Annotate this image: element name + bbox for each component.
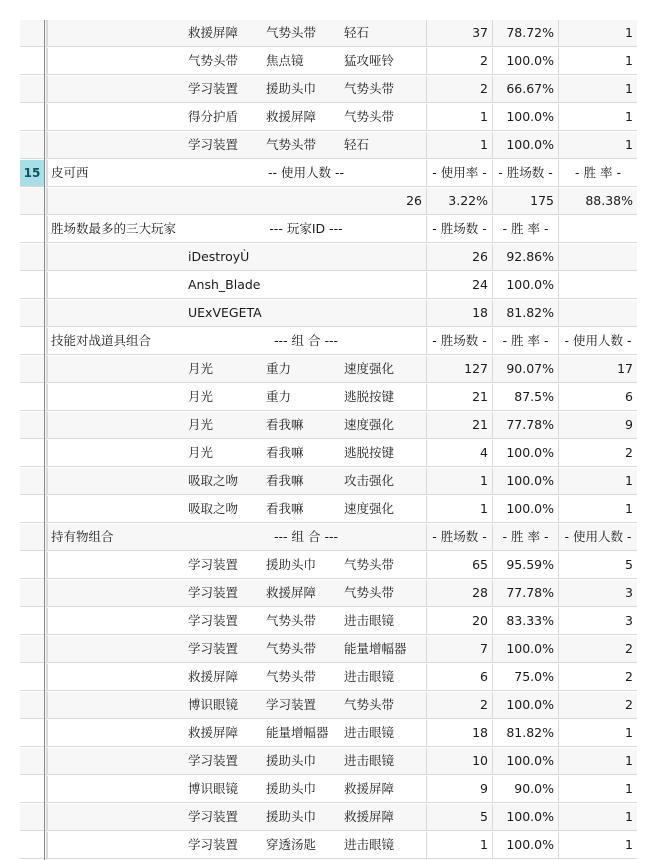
category-cell[interactable] (47, 664, 204, 690)
row-number-cell (20, 188, 44, 214)
users-cell[interactable]: 1 (558, 748, 637, 774)
table-row[interactable] (20, 468, 637, 495)
held-item-2-cell[interactable]: 穿透汤匙 (266, 837, 317, 852)
row-number-cell (20, 300, 44, 326)
wins-cell[interactable]: 65 (426, 552, 492, 578)
row-number-cell[interactable]: 15 (20, 160, 44, 186)
users-cell[interactable]: 1 (558, 104, 637, 130)
item-3-cell[interactable]: 轻石 (344, 25, 370, 40)
held-item-1-cell[interactable]: 学习装置 (188, 557, 239, 572)
category-cell[interactable] (47, 412, 204, 438)
row-number-cell (20, 692, 44, 718)
hero-win-rate-cell[interactable]: 88.38% (558, 188, 637, 214)
win-rate-cell[interactable]: 77.78% (492, 580, 558, 606)
category-cell[interactable] (47, 636, 204, 662)
users-cell[interactable]: 1 (558, 468, 637, 494)
held-item-3-cell[interactable]: 气势头带 (344, 557, 395, 572)
table-row[interactable] (20, 608, 637, 635)
users-cell[interactable]: 3 (558, 580, 637, 606)
row-number-cell (20, 524, 44, 550)
held-item-2-cell[interactable]: 援助头巾 (266, 781, 317, 796)
row-number-cell (20, 216, 44, 242)
win-rate-cell[interactable]: 81.82% (492, 300, 558, 326)
hero-wins-cell[interactable]: 175 (492, 188, 558, 214)
win-rate-cell[interactable]: 100.0% (492, 636, 558, 662)
category-cell[interactable] (47, 720, 204, 746)
users-cell[interactable]: 3 (558, 608, 637, 634)
item-2-cell[interactable]: 气势头带 (266, 25, 317, 40)
win-rate-cell[interactable]: 90.0% (492, 776, 558, 802)
users-cell[interactable]: 2 (558, 692, 637, 718)
category-cell[interactable] (47, 104, 204, 130)
users-cell[interactable]: 1 (558, 832, 637, 858)
row-number-cell (20, 328, 44, 354)
row-number-cell (20, 440, 44, 466)
row-number-cell (20, 356, 44, 382)
row-number-cell (20, 468, 44, 494)
row-number-cell (20, 412, 44, 438)
wins-cell[interactable]: 10 (426, 748, 492, 774)
section-title-cell[interactable]: 胜场数最多的三大玩家 (47, 216, 204, 242)
wins-cell[interactable]: 20 (426, 608, 492, 634)
win-rate-cell[interactable]: 78.72% (492, 20, 558, 46)
win-rate-cell[interactable]: 100.0% (492, 496, 558, 522)
users-cell[interactable]: 1 (558, 48, 637, 74)
category-cell[interactable] (47, 188, 204, 214)
users-header-cell[interactable]: - 使用人数 - (558, 524, 637, 550)
held-item-3-cell[interactable]: 气势头带 (344, 585, 395, 600)
player-id-cell[interactable]: UExVEGETA (188, 305, 262, 320)
hero-use-rate-cell[interactable]: 3.22% (426, 188, 492, 214)
held-item-3-cell[interactable]: 进击眼镜 (344, 669, 395, 684)
win-rate-cell[interactable]: 100.0% (492, 832, 558, 858)
player-id-header-cell[interactable]: --- 玩家ID --- (269, 221, 343, 236)
section-header-row[interactable] (20, 216, 637, 243)
table-row[interactable] (20, 720, 637, 747)
users-cell[interactable]: 1 (558, 804, 637, 830)
row-number-cell (20, 496, 44, 522)
wins-cell[interactable]: 1 (426, 132, 492, 158)
battle-item-cell[interactable]: 逃脱按键 (344, 389, 395, 404)
item-3-cell[interactable]: 气势头带 (344, 81, 395, 96)
skill-1-cell[interactable]: 月光 (188, 417, 214, 432)
row-number-cell (20, 48, 44, 74)
category-cell[interactable] (47, 608, 204, 634)
wins-cell[interactable]: 21 (426, 412, 492, 438)
grid-line (44, 20, 45, 860)
table-row[interactable] (20, 692, 637, 719)
table-row[interactable] (20, 664, 637, 691)
table-row[interactable] (20, 132, 637, 159)
table-row[interactable] (20, 580, 637, 607)
item-2-cell[interactable]: 救援屏障 (266, 109, 317, 124)
wins-cell[interactable]: 7 (426, 636, 492, 662)
wins-cell[interactable]: 5 (426, 804, 492, 830)
held-item-2-cell[interactable]: 能量增幅器 (266, 725, 329, 740)
users-cell[interactable]: 17 (558, 356, 637, 382)
row-number-cell (20, 664, 44, 690)
users-header-cell[interactable]: -- 使用人数 -- (268, 165, 344, 180)
section-header-row[interactable] (20, 328, 637, 355)
wins-cell[interactable]: 37 (426, 20, 492, 46)
win-rate-cell[interactable]: 77.78% (492, 412, 558, 438)
users-header-cell[interactable]: - 使用人数 - (558, 328, 637, 354)
wins-header-cell[interactable]: - 胜场数 - (492, 160, 558, 186)
wins-header-cell[interactable]: - 胜场数 - (426, 524, 492, 550)
win-rate-header-cell[interactable]: - 胜 率 - (492, 524, 558, 550)
held-item-1-cell[interactable]: 学习装置 (188, 837, 239, 852)
held-item-2-cell[interactable]: 援助头巾 (266, 753, 317, 768)
row-number-cell (20, 608, 44, 634)
table-row[interactable] (20, 384, 637, 411)
wins-cell[interactable]: 28 (426, 580, 492, 606)
table-row[interactable] (20, 832, 637, 859)
table-row[interactable] (20, 440, 637, 467)
wins-header-cell[interactable]: - 胜场数 - (426, 216, 492, 242)
skill-1-cell[interactable]: 月光 (188, 445, 214, 460)
hero-header-row[interactable] (20, 160, 637, 187)
hero-name-cell[interactable]: 皮可西 (47, 160, 204, 186)
table-row[interactable] (20, 804, 637, 831)
wins-cell[interactable]: 21 (426, 384, 492, 410)
held-item-3-cell[interactable]: 进击眼镜 (344, 837, 395, 852)
category-cell[interactable] (47, 552, 204, 578)
table-row[interactable] (20, 496, 637, 523)
battle-item-cell[interactable]: 攻击强化 (344, 473, 395, 488)
win-rate-cell[interactable]: 100.0% (492, 132, 558, 158)
table-row[interactable] (20, 776, 637, 803)
category-cell[interactable] (47, 832, 204, 858)
held-item-1-cell[interactable]: 博识眼镜 (188, 781, 239, 796)
held-item-3-cell[interactable]: 救援屏障 (344, 809, 395, 824)
combo-header-cell[interactable]: --- 组 合 --- (274, 529, 338, 544)
users-cell[interactable]: 1 (558, 776, 637, 802)
wins-cell[interactable]: 18 (426, 720, 492, 746)
use-rate-header-cell[interactable]: - 使用率 - (426, 160, 492, 186)
table-row[interactable] (20, 636, 637, 663)
battle-item-cell[interactable]: 速度强化 (344, 501, 395, 516)
row-number-cell (20, 636, 44, 662)
table-row[interactable] (20, 272, 637, 299)
empty-cell[interactable] (558, 300, 637, 326)
player-id-cell[interactable]: Ansh_Blade (188, 277, 261, 292)
held-item-1-cell[interactable]: 学习装置 (188, 585, 239, 600)
item-2-cell[interactable]: 焦点镜 (266, 53, 304, 68)
row-number-cell (20, 384, 44, 410)
held-item-2-cell[interactable]: 气势头带 (266, 613, 317, 628)
skill-1-cell[interactable]: 吸取之吻 (188, 501, 239, 516)
category-cell[interactable] (47, 580, 204, 606)
category-cell[interactable] (47, 272, 204, 298)
wins-cell[interactable]: 2 (426, 76, 492, 102)
table-row[interactable] (20, 300, 637, 327)
table-row[interactable] (20, 48, 637, 75)
section-title-cell[interactable]: 持有物组合 (47, 524, 204, 550)
category-cell[interactable] (47, 76, 204, 102)
grid-line (46, 20, 47, 860)
held-item-1-cell[interactable]: 博识眼镜 (188, 697, 239, 712)
held-item-2-cell[interactable]: 援助头巾 (266, 809, 317, 824)
item-3-cell[interactable]: 轻石 (344, 137, 370, 152)
win-rate-cell[interactable]: 100.0% (492, 440, 558, 466)
win-rate-cell[interactable]: 81.82% (492, 720, 558, 746)
held-item-3-cell[interactable]: 进击眼镜 (344, 613, 395, 628)
users-cell[interactable]: 5 (558, 552, 637, 578)
item-1-cell[interactable]: 得分护盾 (188, 109, 239, 124)
category-cell[interactable] (47, 132, 204, 158)
held-item-3-cell[interactable]: 救援屏障 (344, 781, 395, 796)
skill-1-cell[interactable]: 吸取之吻 (188, 473, 239, 488)
users-cell[interactable]: 2 (558, 664, 637, 690)
users-cell[interactable]: 1 (558, 720, 637, 746)
skill-2-cell[interactable]: 看我嘛 (266, 445, 304, 460)
win-rate-cell[interactable]: 83.33% (492, 608, 558, 634)
row-number-cell (20, 132, 44, 158)
category-cell[interactable] (47, 20, 204, 46)
item-2-cell[interactable]: 援助头巾 (266, 81, 317, 96)
skill-1-cell[interactable]: 月光 (188, 389, 214, 404)
wins-cell[interactable]: 1 (426, 832, 492, 858)
category-cell[interactable] (47, 468, 204, 494)
wins-cell[interactable]: 26 (426, 244, 492, 270)
table-row[interactable] (20, 356, 637, 383)
empty-cell[interactable] (558, 216, 637, 242)
row-number-cell (20, 776, 44, 802)
held-item-3-cell[interactable]: 能量增幅器 (344, 641, 407, 656)
category-cell[interactable] (47, 440, 204, 466)
wins-cell[interactable]: 18 (426, 300, 492, 326)
empty-cell[interactable] (558, 244, 637, 270)
wins-cell[interactable]: 24 (426, 272, 492, 298)
win-rate-cell[interactable]: 100.0% (492, 748, 558, 774)
users-cell[interactable]: 6 (558, 384, 637, 410)
category-cell[interactable] (47, 384, 204, 410)
row-number-cell (20, 76, 44, 102)
table-row[interactable] (20, 244, 637, 271)
win-rate-cell[interactable]: 100.0% (492, 804, 558, 830)
category-cell[interactable] (47, 496, 204, 522)
users-cell[interactable]: 1 (558, 132, 637, 158)
held-item-3-cell[interactable]: 进击眼镜 (344, 725, 395, 740)
battle-item-cell[interactable]: 速度强化 (344, 417, 395, 432)
users-cell[interactable]: 2 (558, 440, 637, 466)
row-number-cell (20, 272, 44, 298)
held-item-2-cell[interactable]: 学习装置 (266, 697, 317, 712)
row-number-cell (20, 552, 44, 578)
wins-header-cell[interactable]: - 胜场数 - (426, 328, 492, 354)
section-title-cell[interactable]: 技能对战道具组合 (47, 328, 204, 354)
held-item-2-cell[interactable]: 救援屏障 (266, 585, 317, 600)
held-item-1-cell[interactable]: 学习装置 (188, 641, 239, 656)
item-3-cell[interactable]: 气势头带 (344, 109, 395, 124)
win-rate-cell[interactable]: 100.0% (492, 104, 558, 130)
table-row[interactable] (20, 552, 637, 579)
win-rate-cell[interactable]: 87.5% (492, 384, 558, 410)
skill-2-cell[interactable]: 看我嘛 (266, 417, 304, 432)
held-item-2-cell[interactable]: 气势头带 (266, 641, 317, 656)
item-1-cell[interactable]: 气势头带 (188, 53, 239, 68)
row-number-cell (20, 804, 44, 830)
table-row[interactable] (20, 104, 637, 131)
combo-header-cell[interactable]: --- 组 合 --- (274, 333, 338, 348)
win-rate-cell[interactable]: 75.0% (492, 664, 558, 690)
wins-cell[interactable]: 4 (426, 440, 492, 466)
row-number-cell (20, 720, 44, 746)
wins-cell[interactable]: 1 (426, 104, 492, 130)
held-item-1-cell[interactable]: 学习装置 (188, 613, 239, 628)
users-cell[interactable]: 1 (558, 496, 637, 522)
skill-2-cell[interactable]: 重力 (266, 389, 292, 404)
users-cell[interactable]: 1 (558, 20, 637, 46)
battle-item-cell[interactable]: 逃脱按键 (344, 445, 395, 460)
row-number-cell (20, 20, 44, 46)
held-item-1-cell[interactable]: 救援屏障 (188, 725, 239, 740)
held-item-1-cell[interactable]: 学习装置 (188, 809, 239, 824)
table-row[interactable] (20, 76, 637, 103)
skill-2-cell[interactable]: 看我嘛 (266, 473, 304, 488)
held-item-3-cell[interactable]: 进击眼镜 (344, 753, 395, 768)
skill-1-cell[interactable]: 月光 (188, 361, 214, 376)
table-row[interactable] (20, 748, 637, 775)
item-1-cell[interactable]: 救援屏障 (188, 25, 239, 40)
category-cell[interactable] (47, 748, 204, 774)
hero-users-cell[interactable]: 26 (406, 193, 422, 208)
wins-cell[interactable]: 1 (426, 496, 492, 522)
win-rate-cell[interactable]: 95.59% (492, 552, 558, 578)
category-cell[interactable] (47, 692, 204, 718)
skill-2-cell[interactable]: 看我嘛 (266, 501, 304, 516)
held-item-2-cell[interactable]: 气势头带 (266, 669, 317, 684)
category-cell[interactable] (47, 244, 204, 270)
win-rate-cell[interactable]: 92.86% (492, 244, 558, 270)
wins-cell[interactable]: 2 (426, 48, 492, 74)
row-number-cell (20, 748, 44, 774)
wins-cell[interactable]: 6 (426, 664, 492, 690)
held-item-1-cell[interactable]: 学习装置 (188, 753, 239, 768)
row-number-cell (20, 832, 44, 858)
category-cell[interactable] (47, 356, 204, 382)
item-3-cell[interactable]: 猛攻哑铃 (344, 53, 395, 68)
row-number-cell (20, 104, 44, 130)
wins-cell[interactable]: 2 (426, 692, 492, 718)
wins-cell[interactable]: 1 (426, 468, 492, 494)
item-1-cell[interactable]: 学习装置 (188, 137, 239, 152)
win-rate-cell[interactable]: 66.67% (492, 76, 558, 102)
users-cell[interactable]: 1 (558, 76, 637, 102)
table-row[interactable] (20, 412, 637, 439)
category-cell[interactable] (47, 804, 204, 830)
win-rate-header-cell[interactable]: - 胜 率 - (492, 216, 558, 242)
player-id-cell[interactable]: iDestroyÙ (188, 249, 250, 264)
category-cell[interactable] (47, 776, 204, 802)
row-number-cell (20, 244, 44, 270)
battle-item-cell[interactable]: 速度强化 (344, 361, 395, 376)
row-number-cell (20, 580, 44, 606)
held-item-1-cell[interactable]: 救援屏障 (188, 669, 239, 684)
win-rate-header-cell[interactable]: - 胜 率 - (558, 160, 637, 186)
win-rate-header-cell[interactable]: - 胜 率 - (492, 328, 558, 354)
held-item-3-cell[interactable]: 气势头带 (344, 697, 395, 712)
item-1-cell[interactable]: 学习装置 (188, 81, 239, 96)
wins-cell[interactable]: 9 (426, 776, 492, 802)
empty-cell[interactable] (558, 272, 637, 298)
win-rate-cell[interactable]: 100.0% (492, 692, 558, 718)
wins-cell[interactable]: 127 (426, 356, 492, 382)
win-rate-cell[interactable]: 100.0% (492, 48, 558, 74)
win-rate-cell[interactable]: 90.07% (492, 356, 558, 382)
section-header-row[interactable] (20, 524, 637, 551)
skill-2-cell[interactable]: 重力 (266, 361, 292, 376)
item-2-cell[interactable]: 气势头带 (266, 137, 317, 152)
win-rate-cell[interactable]: 100.0% (492, 468, 558, 494)
users-cell[interactable]: 9 (558, 412, 637, 438)
held-item-2-cell[interactable]: 援助头巾 (266, 557, 317, 572)
category-cell[interactable] (47, 300, 204, 326)
hero-stats-row[interactable] (20, 188, 637, 215)
table-row[interactable] (20, 20, 637, 47)
users-cell[interactable]: 2 (558, 636, 637, 662)
category-cell[interactable] (47, 48, 204, 74)
win-rate-cell[interactable]: 100.0% (492, 272, 558, 298)
